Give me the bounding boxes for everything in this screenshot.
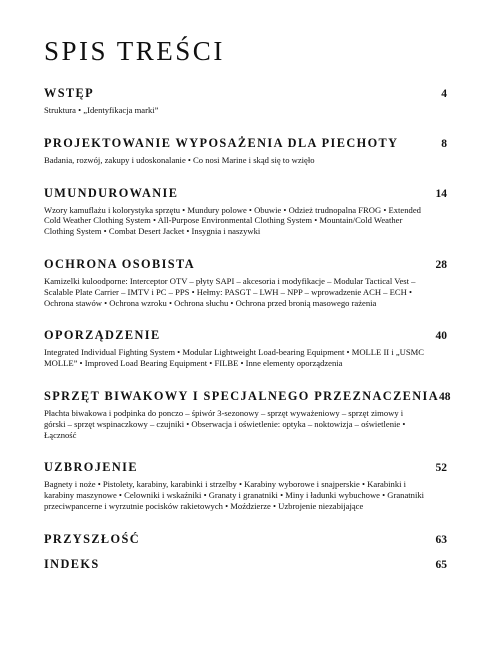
toc-entry-page: 8 <box>441 137 447 150</box>
toc-entry-description: Integrated Individual Fighting System • Modular Lightweight Load-bearing Equipment • MOLLE II i „USMC MOLLE” • Improved Load Bearing Equipment • FILBE • Inne elementy oporządzenia <box>44 347 425 369</box>
toc-list <box>44 86 451 582</box>
toc-entry-umundurowanie[interactable] <box>44 186 447 237</box>
toc-entry-title: PROJEKTOWANIE WYPOSAŻENIA DLA PIECHOTY <box>44 135 399 150</box>
toc-entry-page: 14 <box>435 187 447 200</box>
toc-entry-title: INDEKS <box>44 556 100 571</box>
toc-entry-title: OCHRONA OSOBISTA <box>44 256 195 271</box>
toc-entry-page: 48 <box>439 390 451 403</box>
toc-entry-title: UZBROJENIE <box>44 460 138 475</box>
toc-entry-przyszlosc[interactable] <box>44 532 447 547</box>
toc-entry-title: PRZYSZŁOŚĆ <box>44 531 141 546</box>
toc-entry-page: 63 <box>435 533 447 546</box>
toc-entry-ochrona-osobista[interactable] <box>44 257 447 308</box>
toc-entry-title: SPRZĘT BIWAKOWY I SPECJALNEGO PRZEZNACZENIA <box>44 388 440 403</box>
toc-entry-title: OPORZĄDZENIE <box>44 328 161 343</box>
toc-entry-page: 4 <box>441 88 447 100</box>
toc-entry-page: 28 <box>435 258 447 271</box>
toc-entry-title: UMUNDUROWANIE <box>44 185 179 200</box>
toc-entry-page: 65 <box>435 558 447 571</box>
toc-entry-sprzet-biwakowy[interactable] <box>44 388 451 440</box>
page-title: SPIS TREŚCI <box>44 36 225 66</box>
toc-entry-indeks[interactable] <box>44 557 447 572</box>
toc-entry-description: Badania, rozwój, zakupy i udoskonalanie • Co nosi Marine i skąd się to wzięło <box>44 154 315 165</box>
toc-entry-projektowanie[interactable] <box>44 136 447 166</box>
toc-entry-description: Bagnety i noże • Pistolety, karabiny, karabinki i strzelby • Karabiny wyborowe i snajperskie • Karabinki i karabiny maszynowe • Celowniki i wskaźniki • Granaty i granatniki • Miny i ładunki wybuchowe • Granatniki przeciwpancerne i wyrzutnie pocisków rakietowych • Moździerze • Uzbrojenie niezabijające <box>44 479 425 511</box>
toc-entry-wstep[interactable] <box>44 86 447 116</box>
toc-entry-description: Wzory kamuflażu i kolorystyka sprzętu • Mundury polowe • Obuwie • Odzież trudnopalna FROG • Extended Cold Weather Clothing System • All-Purpose Environmental Clothing System • Mountain/Cold Weather Clothing System • Combat Desert Jacket • Insygnia i naszywki <box>44 204 421 237</box>
toc-entry-description: Kamizelki kuloodporne: Interceptor OTV – płyty SAPI – akcesoria i modyfikacje – Modular Tactical Vest – Scalable Plate Carrier – IMTV i PC – PPS • Hełmy: PASGT – LWH – NPP – wprowadzenie ACH – ECH • Ochrona stawów • Ochrona wzroku • Ochrona słuchu • Ochrona przed bronią masowego rażenia <box>44 275 416 308</box>
toc-entry-page: 40 <box>435 330 447 343</box>
toc-entry-title: WSTĘP <box>44 86 95 100</box>
toc-entry-uzbrojenie[interactable] <box>44 460 447 511</box>
toc-entry-description: Płachta biwakowa i podpinka do ponczo – śpiwór 3-sezonowy – sprzęt wyważeniowy – sprzęt zimowy i górski – sprzęt wspinaczkowy – czujniki • Obserwacja i oświetlenie: optyka – noktowizja – oświetlenie • Łączność <box>44 407 406 440</box>
toc-entry-oporzadzenie[interactable] <box>44 328 447 369</box>
toc-entry-page: 52 <box>435 462 447 475</box>
toc-entry-description: Struktura • „Identyfikacja marki” <box>44 105 159 115</box>
